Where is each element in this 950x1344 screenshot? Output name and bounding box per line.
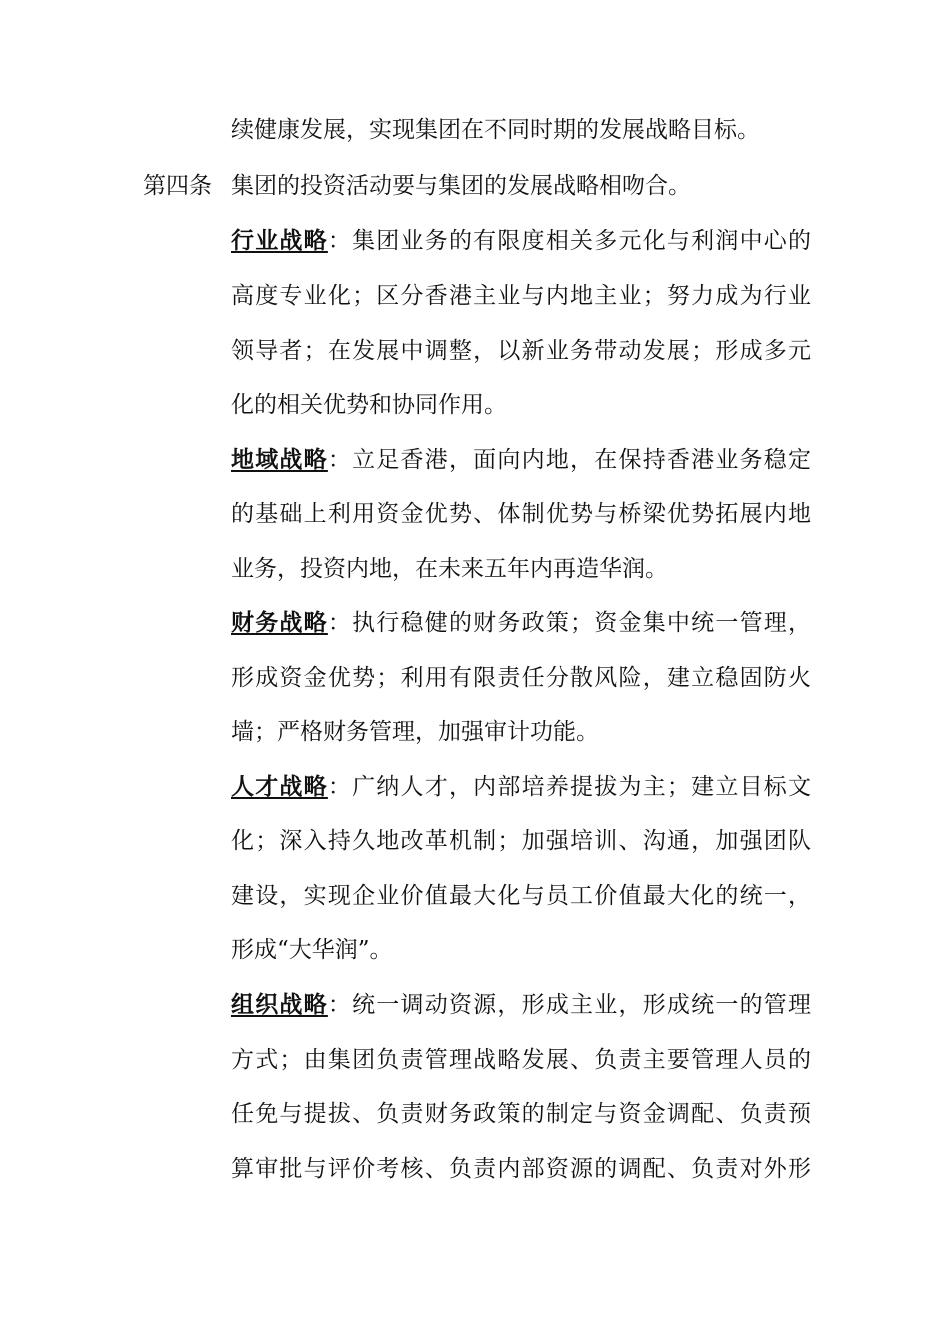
strategy-talent-line-2: 化；深入持久地改革机制；加强培训、沟通，加强团队 bbox=[231, 828, 811, 854]
strategy-region-line-2: 的基础上利用资金优势、体制优势与桥梁优势拓展内地 bbox=[231, 501, 811, 527]
strategy-talent-text: ：广纳人才，内部培养提拔为主；建立目标文 bbox=[327, 774, 812, 800]
strategy-finance-text: ：执行稳健的财务政策；资金集中统一管理， bbox=[327, 610, 812, 636]
strategy-talent-line-3: 建设，实现企业价值最大化与员工价值最大化的统一， bbox=[231, 883, 811, 909]
article-text: 集团的投资活动要与集团的发展战略相吻合。 bbox=[231, 173, 691, 199]
strategy-finance-line-2: 形成资金优势；利用有限责任分散风险，建立稳固防火 bbox=[231, 665, 811, 691]
strategy-organization-line-3: 任免与提拔、负责财务政策的制定与资金调配、负责预 bbox=[231, 1101, 811, 1127]
strategy-region-term: 地域战略 bbox=[231, 446, 328, 473]
strategy-industry-text: ：集团业务的有限度相关多元化与利润中心的 bbox=[327, 228, 812, 254]
strategy-region-line-1 bbox=[231, 445, 811, 475]
strategy-organization-line-4: 算审批与评价考核、负责内部资源的调配、负责对外形 bbox=[231, 1156, 811, 1182]
strategy-region-line-3: 业务，投资内地，在未来五年内再造华润。 bbox=[231, 556, 668, 582]
strategy-industry-line-2: 高度专业化；区分香港主业与内地主业；努力成为行业 bbox=[231, 283, 811, 309]
strategy-organization-line-2: 方式；由集团负责管理战略发展、负责主要管理人员的 bbox=[231, 1047, 811, 1073]
strategy-finance-line-1 bbox=[231, 608, 811, 638]
continuation-line bbox=[231, 115, 811, 145]
article-number: 第四条 bbox=[143, 173, 212, 199]
strategy-talent-line-4: 形成“大华润”。 bbox=[231, 937, 393, 963]
strategy-region-text: ：立足香港，面向内地，在保持香港业务稳定 bbox=[327, 447, 812, 473]
strategy-organization-line-1 bbox=[231, 990, 811, 1020]
strategy-organization-term: 组织战略 bbox=[231, 991, 328, 1018]
continuation-text: 续健康发展，实现集团在不同时期的发展战略目标。 bbox=[231, 117, 760, 143]
strategy-talent-term: 人才战略 bbox=[231, 773, 328, 800]
strategy-industry-line-3: 领导者；在发展中调整，以新业务带动发展；形成多元 bbox=[231, 338, 811, 364]
strategy-industry-line-1 bbox=[231, 226, 811, 256]
strategy-finance-term: 财务战略 bbox=[231, 609, 328, 636]
strategy-organization-text: ：统一调动资源，形成主业，形成统一的管理 bbox=[327, 992, 812, 1018]
strategy-industry-term: 行业战略 bbox=[231, 227, 328, 254]
strategy-talent-line-1 bbox=[231, 772, 811, 802]
strategy-industry-line-4: 化的相关优势和协同作用。 bbox=[231, 392, 507, 418]
strategy-finance-line-3: 墙；严格财务管理，加强审计功能。 bbox=[231, 719, 599, 745]
